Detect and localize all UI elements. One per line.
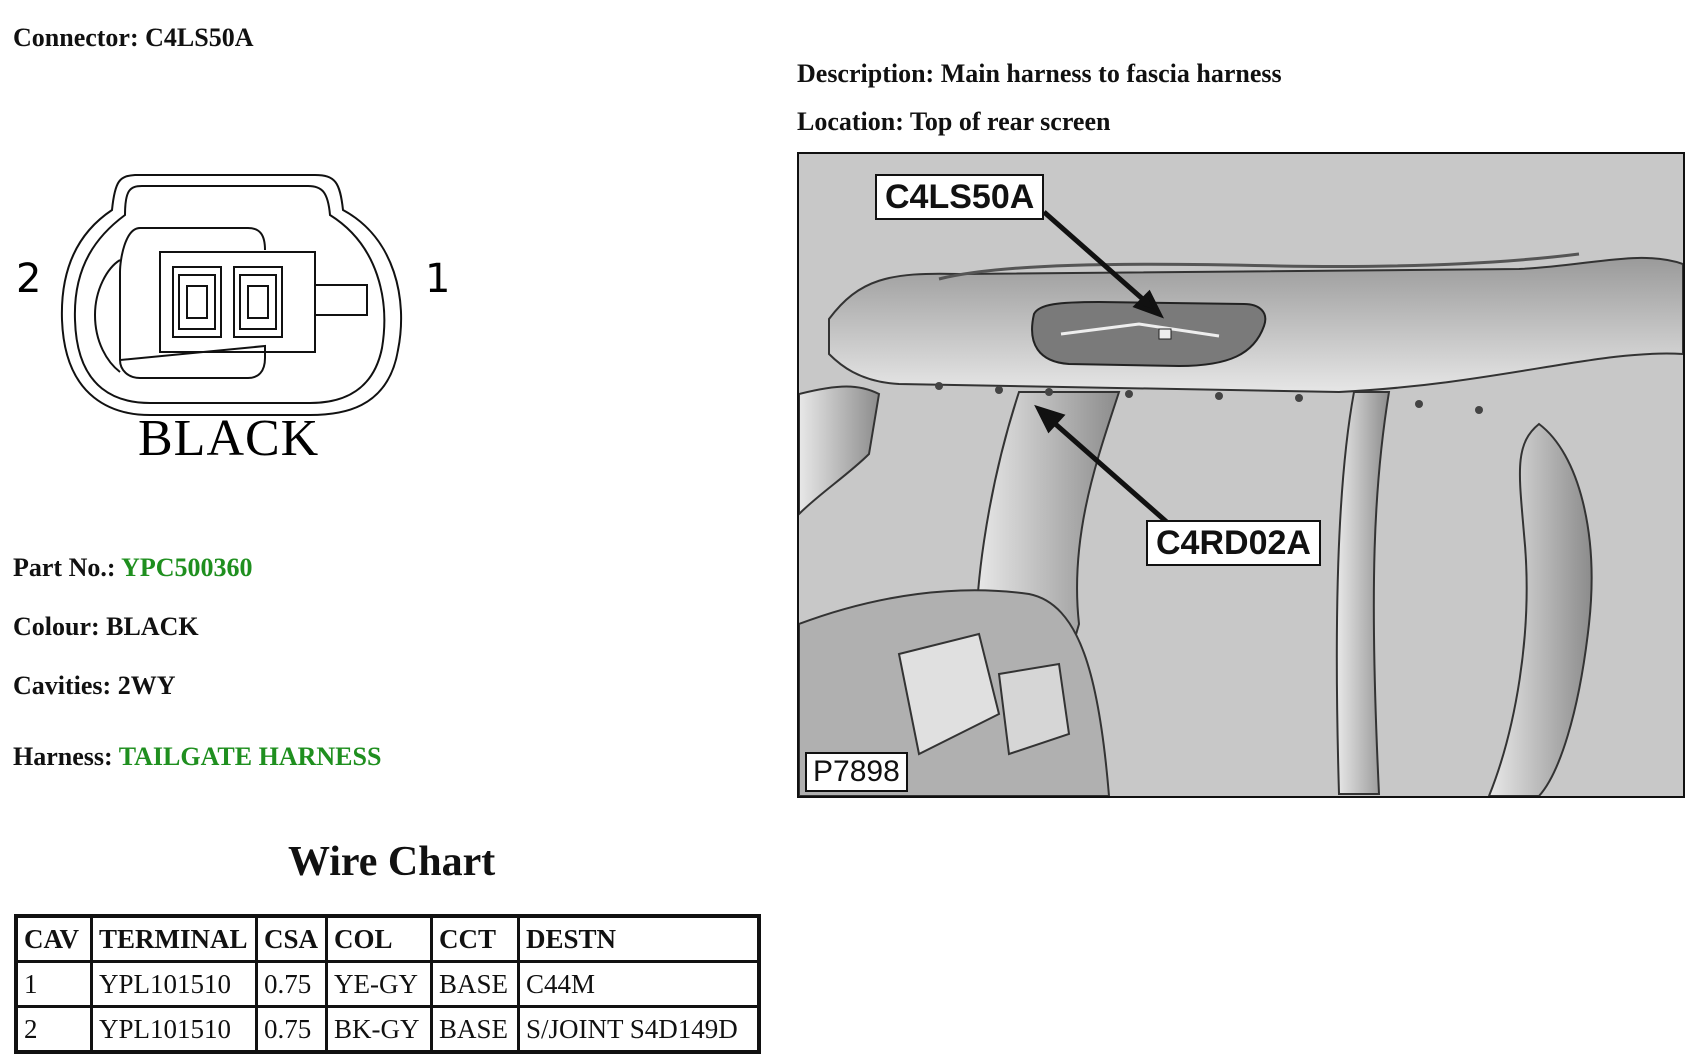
cell-cav: 2 [16,1007,92,1053]
callout-c4rd02a: C4RD02A [1146,520,1321,566]
connector-value: C4LS50A [145,23,254,52]
cavities-value: 2WY [117,671,176,700]
connector-heading [13,23,254,53]
description-label: Description: [797,59,935,88]
location-line [797,107,1110,137]
cavity-1-mid [240,275,276,329]
wire-chart-title: Wire Chart [288,839,496,885]
location-label: Location: [797,107,904,136]
header-col: COL [327,916,432,962]
harness-label: Harness: [13,742,113,771]
description-value: Main harness to fascia harness [940,59,1282,88]
cell-cct: BASE [432,962,519,1007]
cell-csa: 0.75 [257,1007,327,1053]
colour-line [13,612,199,642]
pin-1-label: 1 [425,256,450,302]
header-terminal: TERMINAL [92,916,257,962]
cavities-line [13,671,175,701]
table-row [16,962,759,1007]
cell-col: BK-GY [327,1007,432,1053]
header-cav: CAV [16,916,92,962]
header-destn: DESTN [519,916,760,962]
connector-label: Connector: [13,23,139,52]
callout-c4ls50a: C4LS50A [875,174,1044,220]
photo-reference: P7898 [805,752,908,792]
vehicle-rear-frame-illustration [799,154,1683,796]
cell-destn: S/JOINT S4D149D [519,1007,760,1053]
harness-line [13,742,381,772]
cell-terminal: YPL101510 [92,962,257,1007]
colour-label: Colour: [13,612,100,641]
cavity-1-inner [248,286,268,318]
connector-latch [95,260,120,372]
wire-chart-table [14,914,761,1054]
header-cct: CCT [432,916,519,962]
colour-value: BLACK [106,612,199,641]
cell-destn: C44M [519,962,760,1007]
cavities-label: Cavities: [13,671,112,700]
cavity-1-outer [234,267,282,337]
cell-terminal: YPL101510 [92,1007,257,1053]
part-no-link[interactable]: YPC500360 [121,553,253,582]
cavity-2-outer [173,267,221,337]
part-no-line [13,553,253,583]
wire-chart-header-row [16,916,759,962]
harness-link[interactable]: TAILGATE HARNESS [118,742,382,771]
cell-cav: 1 [16,962,92,1007]
header-csa: CSA [257,916,327,962]
location-value: Top of rear screen [909,107,1111,136]
cavity-2-inner [187,286,207,318]
connector-inner-shell [75,186,384,403]
terminal-block-tab [315,285,367,315]
cell-csa: 0.75 [257,962,327,1007]
pin-2-label: 2 [16,256,42,302]
cell-cct: BASE [432,1007,519,1053]
location-photo [797,152,1685,798]
part-no-label: Part No.: [13,553,116,582]
connector-face-diagram [10,160,450,480]
description-line [797,59,1282,89]
cell-col: YE-GY [327,962,432,1007]
connector-housing-body [120,228,265,378]
diagram-colour-label: BLACK [138,410,320,467]
table-row [16,1007,759,1053]
cavity-2-mid [179,275,215,329]
